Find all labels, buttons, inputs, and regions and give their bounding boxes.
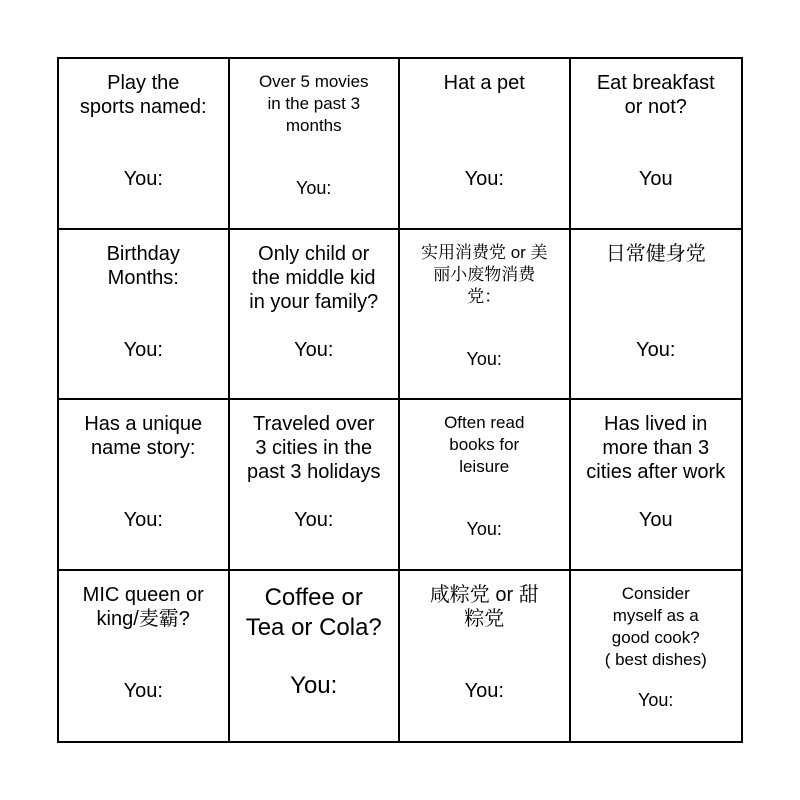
bingo-cell: [230, 400, 401, 571]
bingo-cell: [59, 230, 230, 401]
cell-answer: You:: [123, 509, 163, 531]
cell-answer: You:: [294, 338, 334, 361]
bingo-cell: [230, 571, 401, 742]
cell-answer: You:: [466, 519, 502, 539]
cell-answer: You:: [296, 178, 332, 198]
bingo-grid: [57, 57, 743, 743]
cell-prompt: Birthday Months:: [106, 242, 180, 289]
cell-prompt: Has lived in more than 3 cities after work: [586, 413, 726, 483]
bingo-cell: [571, 230, 742, 401]
cell-prompt: 咸粽党 or 甜 粽党: [429, 583, 539, 630]
cell-answer: You:: [123, 168, 163, 190]
cell-answer: You:: [290, 671, 338, 699]
cell-answer: You:: [466, 348, 502, 369]
cell-prompt: Consider myself as a good cook? ( best dishes): [604, 583, 707, 669]
bingo-cell: [400, 230, 571, 401]
cell-prompt: Over 5 movies in the past 3 months: [258, 72, 369, 135]
cell-prompt: Only child or the middle kid in your family?: [249, 242, 379, 313]
cell-prompt: MIC queen or king/麦霸?: [82, 583, 204, 630]
cell-prompt: 实用消费党 or 美 丽小废物消费 党：: [420, 242, 548, 306]
cell-prompt: Eat breakfast or not?: [596, 72, 715, 118]
cell-prompt: Play the sports named:: [79, 72, 207, 118]
bingo-cell: [571, 400, 742, 571]
bingo-cell: [230, 59, 401, 230]
cell-answer: You:: [636, 338, 676, 361]
cell-answer: You: [638, 168, 673, 190]
bingo-cell: [230, 230, 401, 401]
bingo-cell: [59, 571, 230, 742]
bingo-cell: [59, 59, 230, 230]
bingo-cell: [571, 59, 742, 230]
cell-prompt: 日常健身党: [605, 242, 706, 265]
cell-prompt: Often read books for leisure: [444, 413, 525, 476]
bingo-cell: [59, 400, 230, 571]
cell-prompt: Traveled over 3 cities in the past 3 holidays: [247, 413, 381, 483]
cell-answer: You:: [464, 168, 504, 190]
cell-answer: You:: [123, 679, 163, 702]
bingo-cell: [571, 571, 742, 742]
cell-prompt: Hat a pet: [443, 72, 525, 94]
bingo-cell: [400, 59, 571, 230]
cell-answer: You:: [464, 679, 504, 702]
cell-answer: You:: [294, 509, 334, 531]
cell-answer: You:: [123, 338, 163, 361]
bingo-cell: [400, 571, 571, 742]
cell-answer: You:: [638, 689, 674, 710]
cell-prompt: Has a unique name story:: [84, 413, 203, 459]
bingo-cell: [400, 400, 571, 571]
cell-answer: You: [638, 509, 673, 531]
cell-prompt: Coffee or Tea or Cola?: [245, 583, 382, 641]
